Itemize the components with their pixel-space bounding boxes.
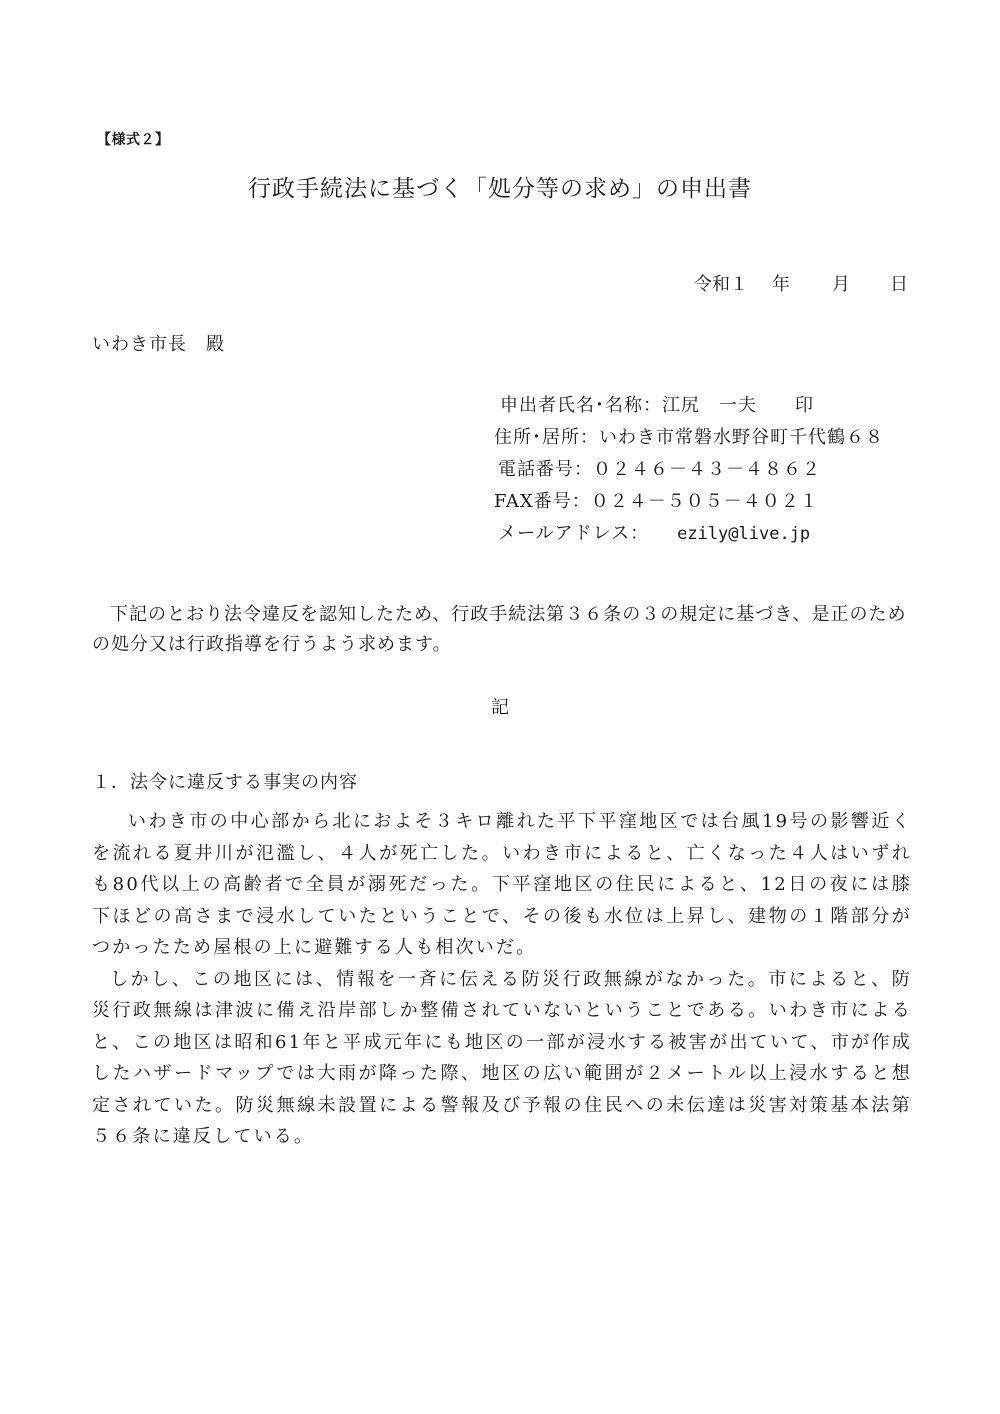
section1-heading: １．法令に違反する事実の内容 (92, 772, 358, 793)
section1-paragraph-1: いわき市の中心部から北におよそ３キロ離れた平下平窪地区では台風19号の影響近くを流れる夏井川が氾濫し、４人が死亡した。いわき市によると、亡くなった４人はいずれも80代以上の高齢者で全員が溺死だった。下平窪地区の住民によると、12日の夜には膝下ほどの高さまで浸水していたということで、その後も水位は上昇し、建物の１階部分がつかったため屋根の上に避難する人も相次いだ。 (92, 811, 912, 958)
applicant-phone-value: ０２４６－４３－４８６２ (593, 459, 821, 480)
applicant-fax-value: ０２４－５０５－４０２１ (590, 491, 819, 512)
applicant-fax-row (494, 486, 884, 518)
applicant-email-row (494, 518, 884, 550)
intro-paragraph: 下記のとおり法令違反を認知したため、行政手続法第３６条の３の規定に基づき、是正のための処分又は行政指導を行うよう求めます。 (92, 604, 907, 655)
applicant-fax-label: FAX番号： (494, 491, 591, 512)
applicant-address-label: 住所･居所： (494, 427, 599, 448)
section1-paragraph-2: しかし、この地区には、情報を一斉に伝える防災行政無線がなかった。市によると、防災行政無線は津波に備え沿岸部しか整備されていないということである。いわき市によると、この地区は昭和61年と平成元年にも地区の一部が浸水する被害が出ていて、市が作成したハザードマップでは大雨が降った際、地区の広い範囲が２メートル以上浸水すると想定されていた。防災無線未設置による警報及び予報の住民への未伝達は災害対策基本法第５６条に違反している。 (92, 968, 912, 1147)
applicant-info (494, 390, 884, 550)
applicant-address-value: いわき市常磐水野谷町千代鶴６８ (599, 427, 884, 448)
applicant-phone-label: 電話番号： (498, 459, 593, 480)
applicant-phone-row (494, 454, 884, 486)
date-year-label: 年 (772, 274, 790, 295)
applicant-name-row (494, 390, 884, 422)
applicant-address-row (494, 422, 884, 454)
date-line (694, 270, 908, 296)
addressee: いわき市長 殿 (92, 334, 225, 355)
applicant-name-label: 申出者氏名･名称： (500, 395, 662, 416)
form-label: 【様式２】 (97, 132, 170, 148)
date-era: 令和１ (694, 274, 748, 295)
applicant-name-value: 江尻 一夫 印 (662, 395, 814, 416)
applicant-email-value: ezily@live.jp (677, 524, 811, 544)
applicant-email-label: メールアドレス： (498, 523, 650, 544)
document-title: 行政手続法に基づく「処分等の求め」の申出書 (248, 176, 752, 202)
ki-heading: 記 (491, 697, 509, 718)
date-day-label: 日 (890, 274, 908, 295)
section1-body (92, 806, 912, 1153)
date-month-label: 月 (832, 274, 850, 295)
